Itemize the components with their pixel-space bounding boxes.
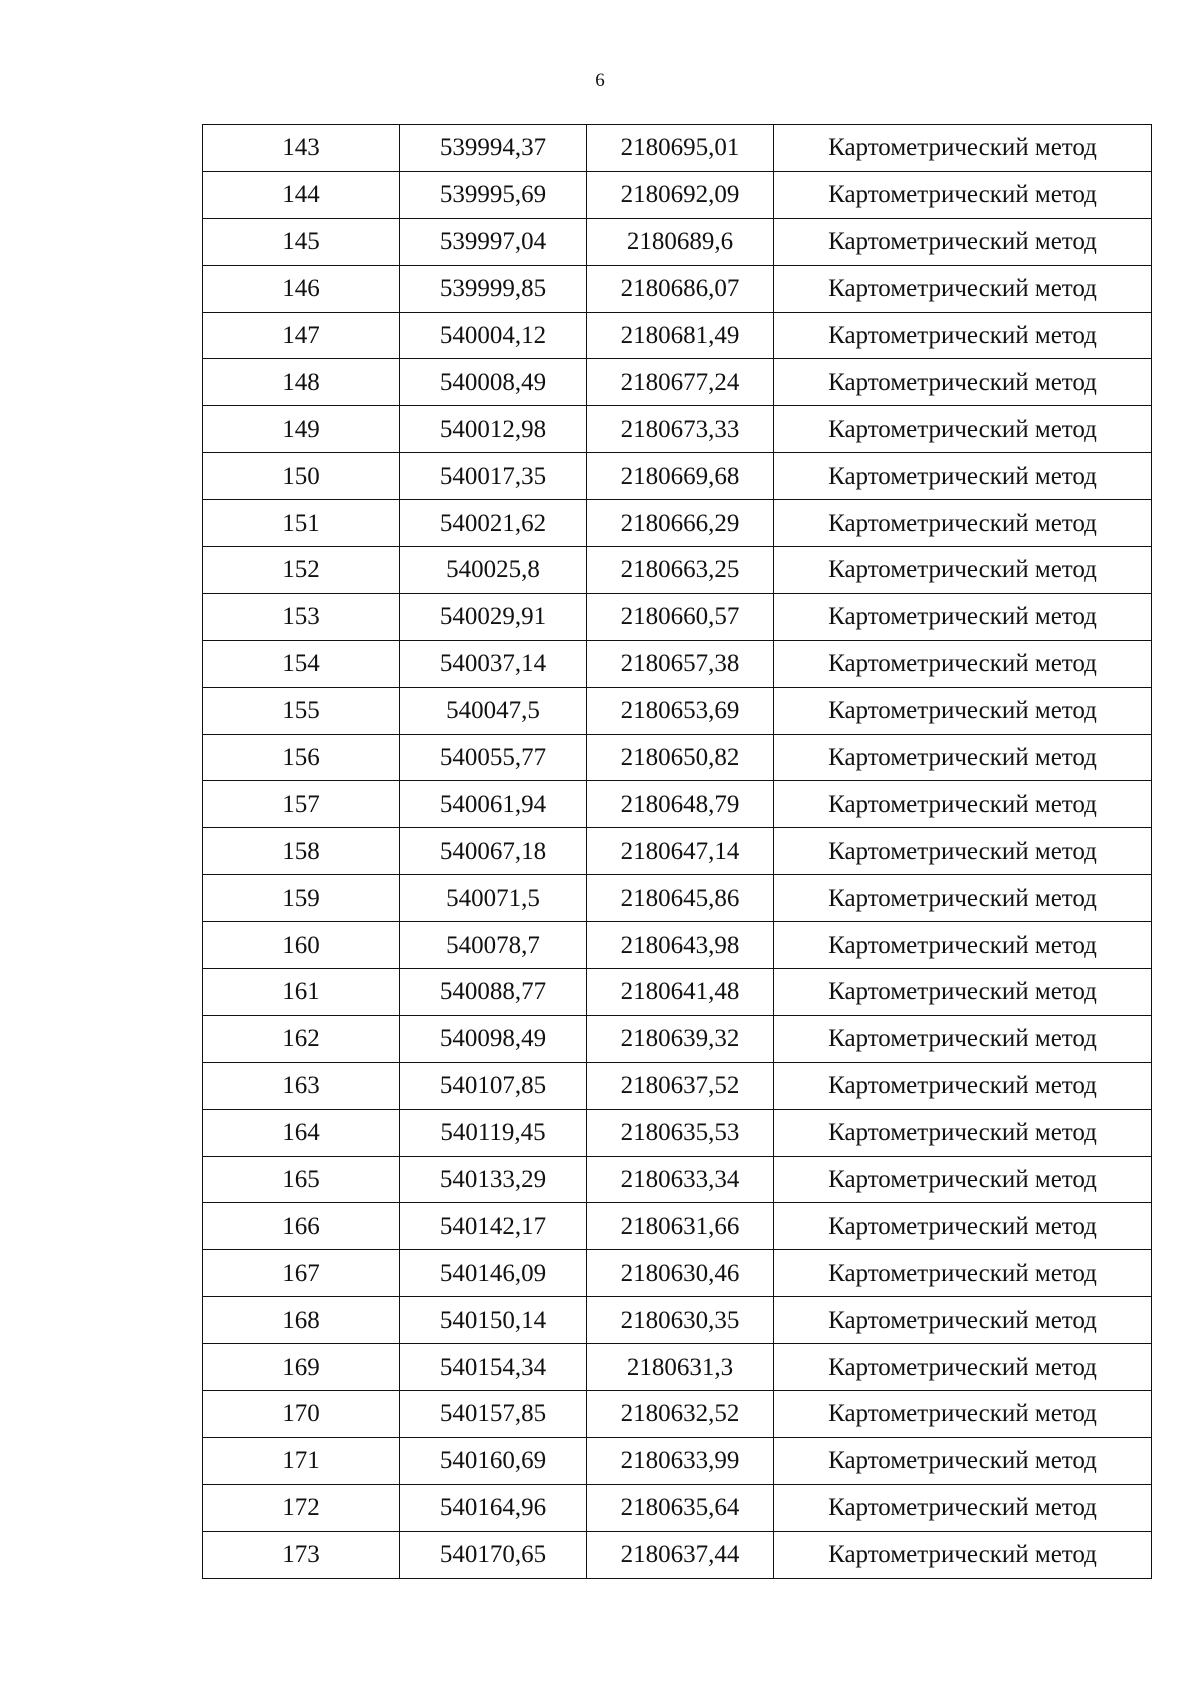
y-coordinate-cell: 2180631,3: [587, 1344, 774, 1391]
method-cell: Картометрический метод: [774, 922, 1152, 969]
table-row: [203, 1531, 1152, 1578]
coordinates-table: [202, 124, 1152, 1579]
y-coordinate-cell: 2180637,52: [587, 1062, 774, 1109]
x-coordinate-cell: 539995,69: [400, 171, 587, 218]
x-coordinate-cell: 540017,35: [400, 453, 587, 500]
y-coordinate-cell: 2180681,49: [587, 312, 774, 359]
point-number-cell: 169: [203, 1344, 400, 1391]
table-row: [203, 969, 1152, 1016]
table-row: [203, 828, 1152, 875]
page-number: 6: [595, 70, 605, 91]
x-coordinate-cell: 539999,85: [400, 265, 587, 312]
table-row: [203, 1062, 1152, 1109]
method-cell: Картометрический метод: [774, 640, 1152, 687]
point-number-cell: 172: [203, 1484, 400, 1531]
point-number-cell: 156: [203, 734, 400, 781]
x-coordinate-cell: 540154,34: [400, 1344, 587, 1391]
point-number-cell: 170: [203, 1391, 400, 1438]
point-number-cell: 148: [203, 359, 400, 406]
point-number-cell: 144: [203, 171, 400, 218]
point-number-cell: 145: [203, 218, 400, 265]
point-number-cell: 167: [203, 1250, 400, 1297]
table-row: [203, 1203, 1152, 1250]
y-coordinate-cell: 2180645,86: [587, 875, 774, 922]
point-number-cell: 153: [203, 593, 400, 640]
x-coordinate-cell: 540008,49: [400, 359, 587, 406]
y-coordinate-cell: 2180689,6: [587, 218, 774, 265]
point-number-cell: 173: [203, 1531, 400, 1578]
point-number-cell: 165: [203, 1156, 400, 1203]
method-cell: Картометрический метод: [774, 781, 1152, 828]
y-coordinate-cell: 2180650,82: [587, 734, 774, 781]
y-coordinate-cell: 2180666,29: [587, 500, 774, 547]
method-cell: Картометрический метод: [774, 1156, 1152, 1203]
x-coordinate-cell: 539997,04: [400, 218, 587, 265]
table-row: [203, 125, 1152, 172]
y-coordinate-cell: 2180648,79: [587, 781, 774, 828]
table-row: [203, 406, 1152, 453]
y-coordinate-cell: 2180686,07: [587, 265, 774, 312]
method-cell: Картометрический метод: [774, 593, 1152, 640]
y-coordinate-cell: 2180660,57: [587, 593, 774, 640]
method-cell: Картометрический метод: [774, 1437, 1152, 1484]
table-row: [203, 312, 1152, 359]
x-coordinate-cell: 539994,37: [400, 125, 587, 172]
point-number-cell: 151: [203, 500, 400, 547]
y-coordinate-cell: 2180669,68: [587, 453, 774, 500]
x-coordinate-cell: 540067,18: [400, 828, 587, 875]
x-coordinate-cell: 540164,96: [400, 1484, 587, 1531]
method-cell: Картометрический метод: [774, 969, 1152, 1016]
y-coordinate-cell: 2180630,46: [587, 1250, 774, 1297]
method-cell: Картометрический метод: [774, 1015, 1152, 1062]
y-coordinate-cell: 2180692,09: [587, 171, 774, 218]
y-coordinate-cell: 2180630,35: [587, 1297, 774, 1344]
x-coordinate-cell: 540157,85: [400, 1391, 587, 1438]
point-number-cell: 146: [203, 265, 400, 312]
x-coordinate-cell: 540119,45: [400, 1109, 587, 1156]
x-coordinate-cell: 540098,49: [400, 1015, 587, 1062]
x-coordinate-cell: 540170,65: [400, 1531, 587, 1578]
table-row: [203, 218, 1152, 265]
y-coordinate-cell: 2180657,38: [587, 640, 774, 687]
point-number-cell: 152: [203, 547, 400, 594]
point-number-cell: 168: [203, 1297, 400, 1344]
point-number-cell: 163: [203, 1062, 400, 1109]
method-cell: Картометрический метод: [774, 312, 1152, 359]
method-cell: Картометрический метод: [774, 1391, 1152, 1438]
method-cell: Картометрический метод: [774, 265, 1152, 312]
point-number-cell: 160: [203, 922, 400, 969]
method-cell: Картометрический метод: [774, 547, 1152, 594]
point-number-cell: 158: [203, 828, 400, 875]
table-row: [203, 547, 1152, 594]
method-cell: Картометрический метод: [774, 1344, 1152, 1391]
table-row: [203, 640, 1152, 687]
x-coordinate-cell: 540088,77: [400, 969, 587, 1016]
table-row: [203, 922, 1152, 969]
method-cell: Картометрический метод: [774, 359, 1152, 406]
method-cell: Картометрический метод: [774, 875, 1152, 922]
point-number-cell: 154: [203, 640, 400, 687]
x-coordinate-cell: 540037,14: [400, 640, 587, 687]
x-coordinate-cell: 540107,85: [400, 1062, 587, 1109]
x-coordinate-cell: 540012,98: [400, 406, 587, 453]
x-coordinate-cell: 540142,17: [400, 1203, 587, 1250]
point-number-cell: 171: [203, 1437, 400, 1484]
point-number-cell: 147: [203, 312, 400, 359]
point-number-cell: 159: [203, 875, 400, 922]
table-row: [203, 1391, 1152, 1438]
table-row: [203, 1297, 1152, 1344]
method-cell: Картометрический метод: [774, 1109, 1152, 1156]
point-number-cell: 150: [203, 453, 400, 500]
y-coordinate-cell: 2180633,34: [587, 1156, 774, 1203]
x-coordinate-cell: 540061,94: [400, 781, 587, 828]
point-number-cell: 161: [203, 969, 400, 1016]
table-row: [203, 500, 1152, 547]
method-cell: Картометрический метод: [774, 1250, 1152, 1297]
y-coordinate-cell: 2180677,24: [587, 359, 774, 406]
x-coordinate-cell: 540133,29: [400, 1156, 587, 1203]
table-row: [203, 734, 1152, 781]
point-number-cell: 157: [203, 781, 400, 828]
x-coordinate-cell: 540004,12: [400, 312, 587, 359]
point-number-cell: 162: [203, 1015, 400, 1062]
y-coordinate-cell: 2180637,44: [587, 1531, 774, 1578]
table-row: [203, 875, 1152, 922]
x-coordinate-cell: 540047,5: [400, 687, 587, 734]
x-coordinate-cell: 540150,14: [400, 1297, 587, 1344]
y-coordinate-cell: 2180633,99: [587, 1437, 774, 1484]
method-cell: Картометрический метод: [774, 1203, 1152, 1250]
point-number-cell: 164: [203, 1109, 400, 1156]
y-coordinate-cell: 2180635,53: [587, 1109, 774, 1156]
y-coordinate-cell: 2180663,25: [587, 547, 774, 594]
x-coordinate-cell: 540021,62: [400, 500, 587, 547]
method-cell: Картометрический метод: [774, 1062, 1152, 1109]
point-number-cell: 143: [203, 125, 400, 172]
x-coordinate-cell: 540071,5: [400, 875, 587, 922]
table-row: [203, 1250, 1152, 1297]
table-body: [203, 125, 1152, 1579]
y-coordinate-cell: 2180695,01: [587, 125, 774, 172]
table-row: [203, 781, 1152, 828]
x-coordinate-cell: 540029,91: [400, 593, 587, 640]
table-row: [203, 453, 1152, 500]
table-row: [203, 265, 1152, 312]
method-cell: Картометрический метод: [774, 687, 1152, 734]
method-cell: Картометрический метод: [774, 734, 1152, 781]
table-row: [203, 1344, 1152, 1391]
x-coordinate-cell: 540055,77: [400, 734, 587, 781]
method-cell: Картометрический метод: [774, 453, 1152, 500]
y-coordinate-cell: 2180635,64: [587, 1484, 774, 1531]
method-cell: Картометрический метод: [774, 218, 1152, 265]
method-cell: Картометрический метод: [774, 1297, 1152, 1344]
point-number-cell: 149: [203, 406, 400, 453]
table-row: [203, 171, 1152, 218]
y-coordinate-cell: 2180631,66: [587, 1203, 774, 1250]
y-coordinate-cell: 2180673,33: [587, 406, 774, 453]
y-coordinate-cell: 2180641,48: [587, 969, 774, 1016]
table-row: [203, 687, 1152, 734]
table-row: [203, 1484, 1152, 1531]
table-row: [203, 1437, 1152, 1484]
point-number-cell: 166: [203, 1203, 400, 1250]
x-coordinate-cell: 540146,09: [400, 1250, 587, 1297]
table-row: [203, 593, 1152, 640]
x-coordinate-cell: 540078,7: [400, 922, 587, 969]
x-coordinate-cell: 540025,8: [400, 547, 587, 594]
x-coordinate-cell: 540160,69: [400, 1437, 587, 1484]
method-cell: Картометрический метод: [774, 125, 1152, 172]
y-coordinate-cell: 2180653,69: [587, 687, 774, 734]
y-coordinate-cell: 2180639,32: [587, 1015, 774, 1062]
table-row: [203, 1015, 1152, 1062]
y-coordinate-cell: 2180632,52: [587, 1391, 774, 1438]
method-cell: Картометрический метод: [774, 828, 1152, 875]
method-cell: Картометрический метод: [774, 1531, 1152, 1578]
method-cell: Картометрический метод: [774, 500, 1152, 547]
table-row: [203, 1156, 1152, 1203]
table-row: [203, 1109, 1152, 1156]
point-number-cell: 155: [203, 687, 400, 734]
y-coordinate-cell: 2180647,14: [587, 828, 774, 875]
table-row: [203, 359, 1152, 406]
y-coordinate-cell: 2180643,98: [587, 922, 774, 969]
method-cell: Картометрический метод: [774, 1484, 1152, 1531]
method-cell: Картометрический метод: [774, 171, 1152, 218]
method-cell: Картометрический метод: [774, 406, 1152, 453]
